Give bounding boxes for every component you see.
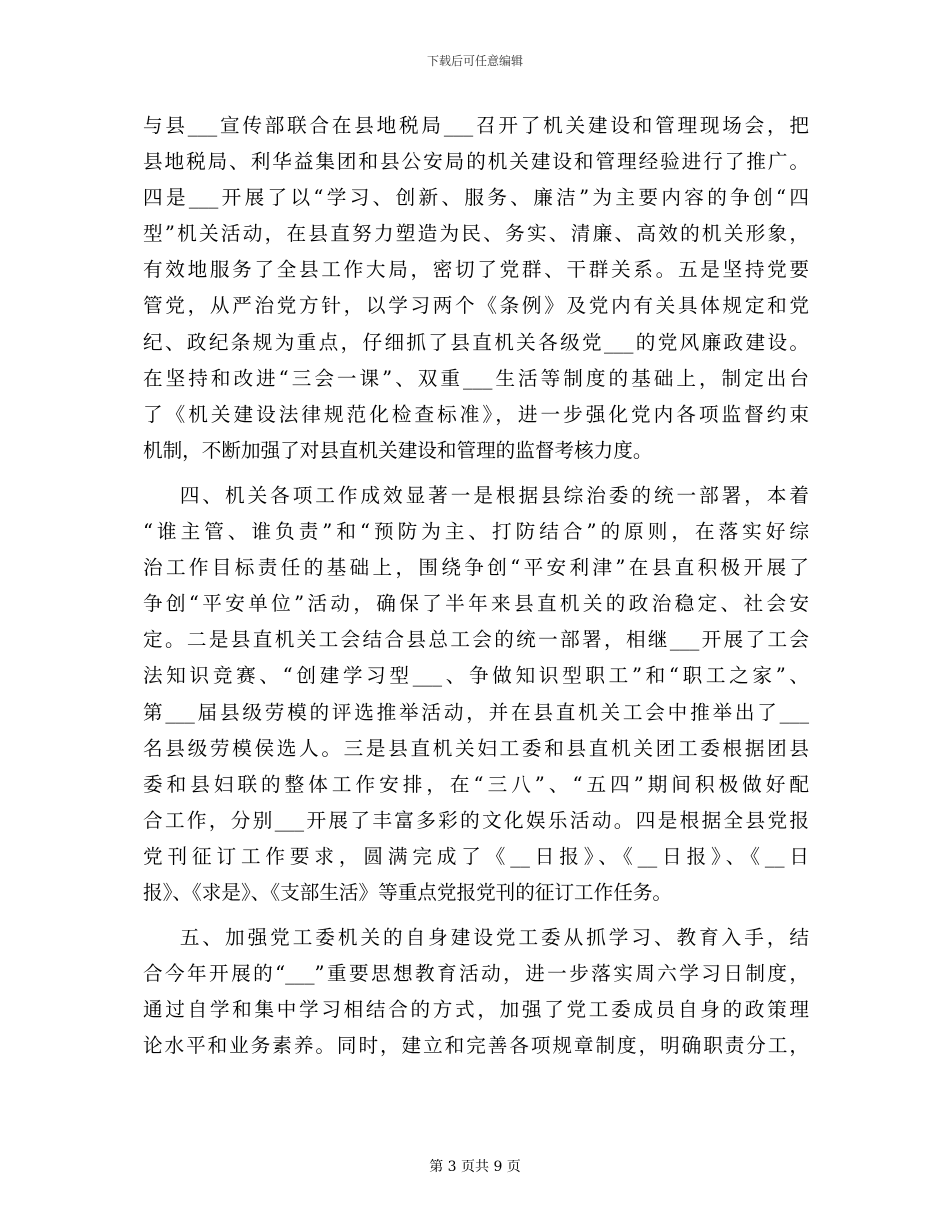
text-line: 法知识竞赛、“创建学习型___、争做知识型职工”和“职工之家”、 [143,664,809,688]
text-line: 论水平和业务素养。同时，建立和完善各项规章制度，明确职责分工， [143,1034,809,1058]
text-line: 纪、政纪条规为重点，仔细抓了县直机关各级党___的党风廉政建设。 [143,330,809,354]
text-line: 型”机关活动，在县直努力塑造为民、务实、清廉、高效的机关形象， [143,222,809,246]
text-line: 了《机关建设法律规范化检查标准》，进一步强化党内各项监督约束 [143,402,809,426]
page-header: 下载后可任意编辑 [426,54,523,68]
text-line: 合今年开展的“___”重要思想教育活动，进一步落实周六学习日制度， [143,962,809,986]
text-line: 与县___宣传部联合在县地税局___召开了机关建设和管理现场会，把 [143,114,809,137]
text-line: 争创“平安单位”活动，确保了半年来县直机关的政治稳定、社会安 [143,592,809,616]
text-line: 合工作，分别___开展了丰富多彩的文化娱乐活动。四是根据全县党报 [143,808,809,832]
paragraph [143,478,809,911]
page-number: 第 3 页共 9 页 [429,1159,521,1175]
paragraph-gap [143,469,809,478]
text-line: 五、加强党工委机关的自身建设党工委从抓学习、教育入手，结 [143,926,809,950]
text-line: 四、机关各项工作成效显著一是根据县综治委的统一部署，本着 [143,483,809,507]
text-line: 有效地服务了全县工作大局，密切了党群、干群关系。五是坚持党要 [143,258,809,282]
document-body [143,108,809,1064]
text-line: “谁主管、谁负责”和“预防为主、打防结合”的原则，在落实好综 [143,520,809,544]
paragraph [143,920,809,1064]
text-line: 通过自学和集中学习相结合的方式，加强了党工委成员自身的政策理 [143,998,809,1022]
text-line: 第___届县级劳模的评选推举活动，并在县直机关工会中推举出了___ [143,700,809,724]
text-line: 在坚持和改进“三会一课”、双重___生活等制度的基础上，制定出台 [143,366,809,390]
text-line: 管党，从严治党方针，以学习两个《条例》及党内有关具体规定和党 [143,294,809,318]
paragraph [143,108,809,469]
text-line: 委和县妇联的整体工作安排，在“三八”、“五四”期间积极做好配 [143,772,809,796]
text-line: 县地税局、利华益集团和县公安局的机关建设和管理经验进行了推广。 [143,150,809,174]
text-line: 治工作目标责任的基础上，围绕争创“平安利津”在县直积极开展了 [143,556,809,580]
text-line: 机制，不断加强了对县直机关建设和管理的监督考核力度。 [143,438,653,462]
text-line: 四是___开展了以“学习、创新、服务、廉洁”为主要内容的争创“四 [143,186,809,210]
text-line: 党刊征订工作要求，圆满完成了《__日报》、《__日报》、《__日 [143,844,809,868]
text-line: 定。二是县直机关工会结合县总工会的统一部署，相继___开展了工会 [143,628,809,652]
paragraph-gap [143,911,809,920]
text-line: 名县级劳模侯选人。三是县直机关妇工委和县直机关团工委根据团县 [143,736,809,760]
text-line: 报》、《求是》、《支部生活》等重点党报党刊的征订工作任务。 [143,880,673,904]
